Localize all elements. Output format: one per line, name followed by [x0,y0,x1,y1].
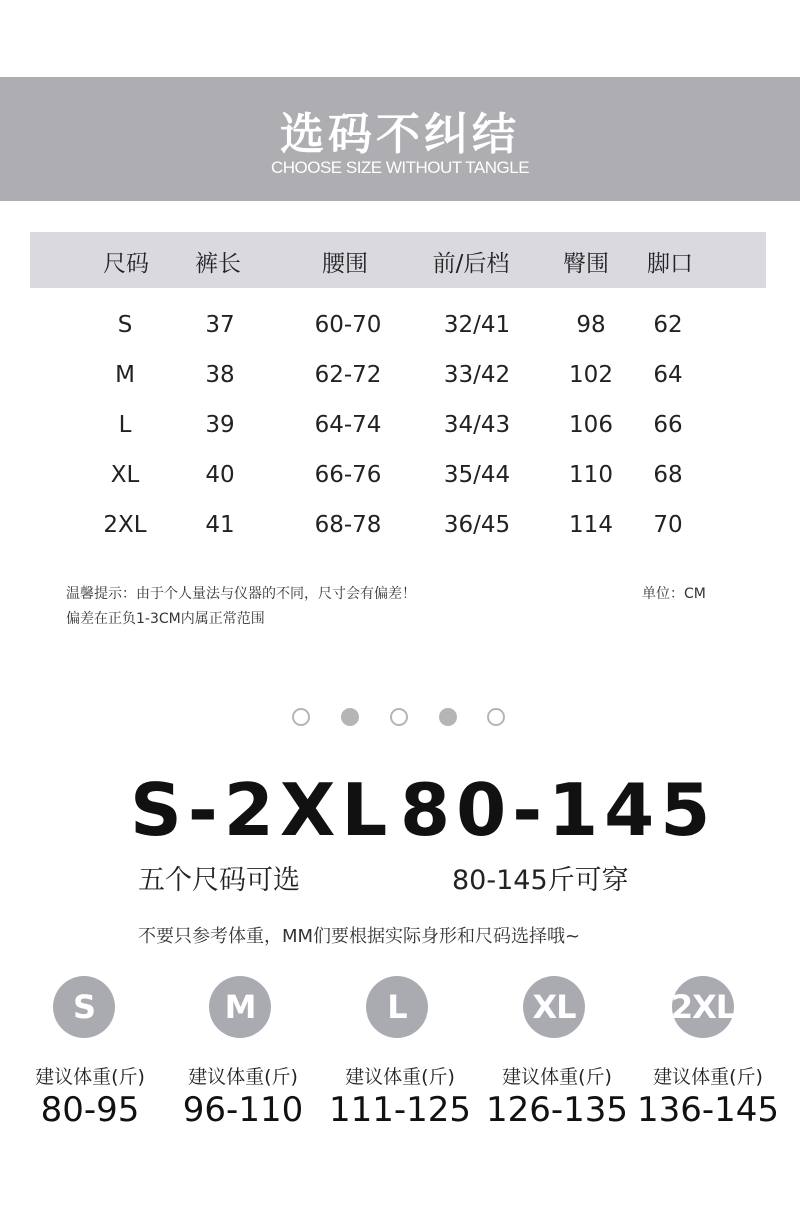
fit-tip: 不要只参考体重，MM们要根据实际身形和尺码选择哦~ [138,926,581,947]
weight-range-headline: 80-145 [400,768,717,852]
table-cell: 66 [653,412,683,438]
weight-range: 96-110 [182,1090,304,1130]
weight-label: 建议体重(斤) [345,1066,455,1088]
table-cell: 62-72 [314,362,382,388]
weight-label: 建议体重(斤) [35,1066,145,1088]
table-cell: 2XL [103,512,147,538]
carousel-dot[interactable] [390,708,408,726]
table-cell: 37 [205,312,235,338]
header-size: 尺码 [103,251,149,277]
carousel-dot[interactable] [341,708,359,726]
table-cell: 70 [653,512,683,538]
sizes-caption: 五个尺码可选 [138,865,300,896]
banner-title: 选码不纠结 [280,109,520,160]
weight-label: 建议体重(斤) [502,1066,612,1088]
header-hip: 臀围 [563,251,609,277]
weight-range: 80-95 [40,1090,140,1130]
banner-subtitle: CHOOSE SIZE WITHOUT TANGLE [270,158,530,177]
size-badge-l: L [366,976,428,1038]
table-cell: 110 [569,462,613,488]
table-cell: 38 [205,362,235,388]
table-cell: 40 [205,462,235,488]
table-cell: 102 [569,362,613,388]
table-cell: 64-74 [314,412,382,438]
table-cell: 34/43 [443,412,511,438]
carousel-dot[interactable] [487,708,505,726]
table-cell: 64 [653,362,683,388]
header-hem: 脚口 [647,251,693,277]
table-cell: 62 [653,312,683,338]
measurement-tip: 温馨提示：由于个人量法与仪器的不同，尺寸会有偏差！ [66,586,416,602]
table-cell: L [118,412,132,438]
weight-label: 建议体重(斤) [188,1066,298,1088]
table-cell: XL [110,462,140,488]
weight-range: 111-125 [328,1090,472,1130]
table-cell: 36/45 [443,512,511,538]
table-cell: 32/41 [443,312,511,338]
carousel-dot[interactable] [439,708,457,726]
carousel-dot[interactable] [292,708,310,726]
size-badge-2xl: 2XL [672,976,734,1038]
table-cell: 60-70 [314,312,382,338]
table-cell: 33/42 [443,362,511,388]
weight-range: 136-145 [636,1090,780,1130]
table-cell: 68 [653,462,683,488]
table-cell: 98 [576,312,606,338]
size-badge-m: M [209,976,271,1038]
size-badge-s: S [53,976,115,1038]
table-cell: 35/44 [443,462,511,488]
size-badge-xl: XL [523,976,585,1038]
table-cell: S [117,312,133,338]
size-range-headline: S-2XL [130,768,394,852]
weight-label: 建议体重(斤) [653,1066,763,1088]
weights-caption: 80-145斤可穿 [452,865,629,896]
table-cell: 106 [569,412,613,438]
weight-range: 126-135 [485,1090,629,1130]
table-cell: M [115,362,135,388]
header-waist: 腰围 [322,251,368,277]
tolerance-note: 偏差在正负1-3CM内属正常范围 [66,611,265,627]
unit-label: 单位：CM [642,586,706,602]
header-rise: 前/后档 [432,251,510,277]
table-cell: 68-78 [314,512,382,538]
table-cell: 114 [569,512,613,538]
table-cell: 66-76 [314,462,382,488]
header-length: 裤长 [195,251,241,277]
table-cell: 39 [205,412,235,438]
table-cell: 41 [205,512,235,538]
